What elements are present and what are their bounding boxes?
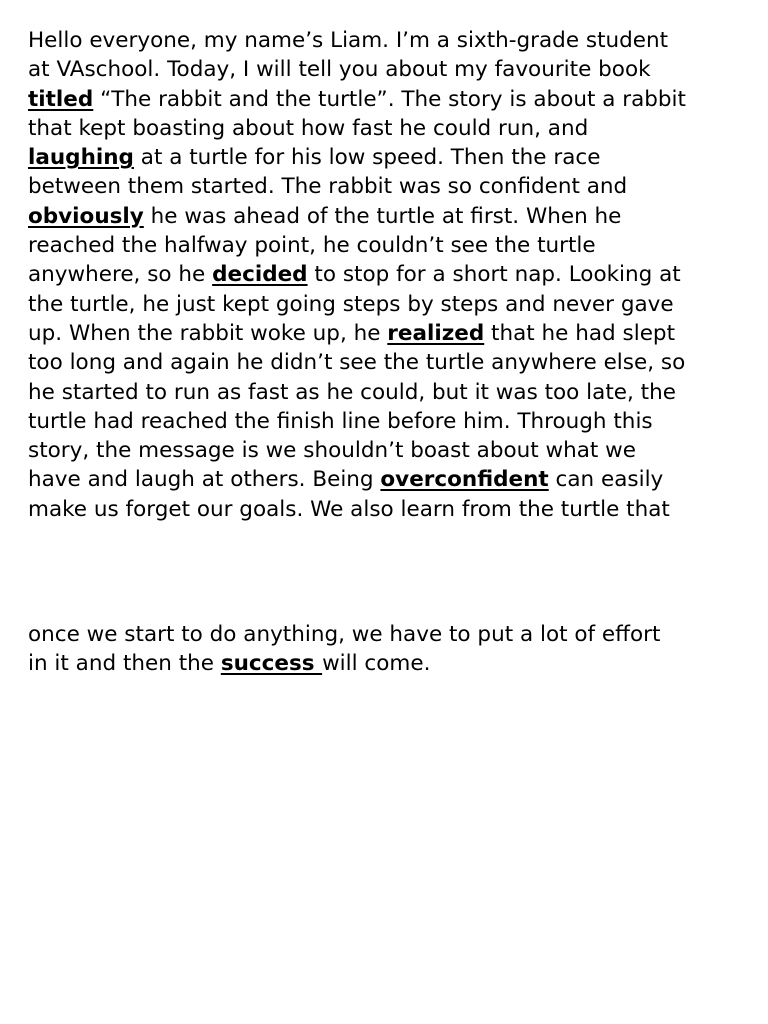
text-run: at a turtle for his low speed. Then the race (133, 145, 601, 171)
text-run: in it and then the (28, 651, 221, 677)
text-line (28, 620, 748, 649)
text-line (28, 26, 748, 55)
text-line (28, 85, 748, 114)
text-run: to stop for a short nap. Looking at (307, 262, 681, 288)
text-line (28, 231, 748, 260)
text-line (28, 436, 748, 465)
text-line (28, 495, 748, 524)
text-run: anywhere, so he (28, 262, 213, 288)
text-line (28, 143, 748, 172)
text-line (28, 378, 748, 407)
text-line (28, 319, 748, 348)
text-run: at VAschool. Today, I will tell you about my favourite book (28, 57, 651, 83)
text-line (28, 290, 748, 319)
keyword-highlight: decided (212, 262, 308, 288)
keyword-highlight: obviously (28, 203, 144, 229)
text-run: story, the message is we shouldn’t boast about what we (28, 438, 636, 464)
text-run: the turtle, he just kept going steps by steps and never gave (28, 291, 674, 317)
keyword-highlight: success (220, 651, 323, 677)
text-run: can easily (548, 467, 664, 493)
text-run: he started to run as fast as he could, but it was too late, the (28, 379, 676, 405)
text-run: “The rabbit and the turtle”. The story is about a rabbit (93, 86, 686, 112)
text-line (28, 114, 748, 143)
text-run: once we start to do anything, we have to put a lot of effort (28, 622, 661, 647)
text-line (28, 407, 748, 436)
text-line (28, 348, 748, 377)
keyword-highlight: titled (28, 86, 94, 112)
text-line (28, 260, 748, 289)
text-run: make us forget our goals. We also learn from the turtle that (28, 496, 670, 522)
text-line (28, 465, 748, 494)
text-run: Hello everyone, my name’s Liam. I’m a sixth-grade student (28, 28, 669, 53)
paragraph-1 (28, 26, 748, 524)
text-run: he was ahead of the turtle at first. When he (143, 203, 622, 229)
text-run: that he had slept (484, 320, 675, 346)
text-run: between them started. The rabbit was so confident and (28, 174, 628, 200)
text-line (28, 55, 748, 84)
text-line (28, 172, 748, 201)
text-line (28, 202, 748, 231)
text-run: that kept boasting about how fast he could run, and (28, 115, 589, 141)
text-run: will come. (322, 651, 431, 677)
text-line (28, 649, 748, 678)
text-run: too long and again he didn’t see the turtle anywhere else, so (28, 350, 686, 376)
keyword-highlight: laughing (28, 145, 134, 171)
keyword-highlight: overconfident (380, 467, 549, 493)
paragraph-2 (28, 620, 748, 679)
text-run: reached the halfway point, he couldn’t see the turtle (28, 233, 596, 259)
text-run: have and laugh at others. Being (28, 467, 381, 493)
text-run: up. When the rabbit woke up, he (28, 320, 388, 346)
keyword-highlight: realized (387, 320, 485, 346)
text-run: turtle had reached the finish line before him. Through this (28, 408, 653, 434)
